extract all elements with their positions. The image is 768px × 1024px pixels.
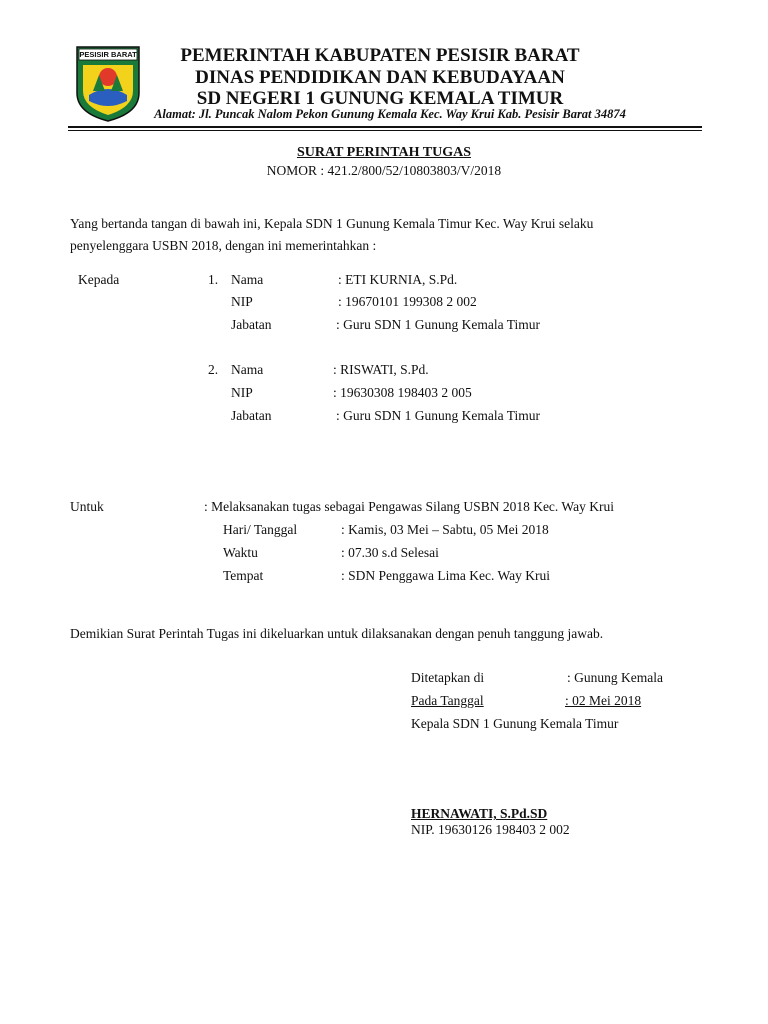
person-2-nip-label: NIP bbox=[231, 385, 253, 400]
document-number: NOMOR : 421.2/800/52/10803803/V/2018 bbox=[266, 163, 502, 178]
person-1-nama-value: : ETI KURNIA, S.Pd. bbox=[338, 272, 458, 287]
header-divider-thick bbox=[68, 126, 702, 128]
document-title: SURAT PERINTAH TUGAS bbox=[296, 145, 471, 160]
header-line-department: DINAS PENDIDIKAN DAN KEBUDAYAAN bbox=[195, 67, 565, 88]
person-1-jabatan-label: Jabatan bbox=[231, 317, 272, 332]
waktu-label: Waktu bbox=[223, 545, 258, 560]
header-address: Alamat: Jl. Puncak Nalom Pekon Gunung Kemala Kec. Way Krui Kab. Pesisir Barat 34874 bbox=[154, 107, 626, 121]
person-2-nama-value: : RISWATI, S.Pd. bbox=[333, 362, 429, 377]
tempat-value: : SDN Penggawa Lima Kec. Way Krui bbox=[341, 568, 550, 583]
waktu-value: : 07.30 s.d Selesai bbox=[341, 545, 439, 560]
logo-label: PESISIR BARAT bbox=[79, 50, 137, 59]
intro-line-1: Yang bertanda tangan di bawah ini, Kepala SDN 1 Gunung Kemala Timur Kec. Way Krui selaku bbox=[70, 216, 594, 231]
ditetapkan-label: Ditetapkan di bbox=[411, 670, 485, 685]
person-2-jabatan-value: : Guru SDN 1 Gunung Kemala Timur bbox=[336, 408, 541, 423]
tanggal-label: Pada Tanggal bbox=[411, 693, 484, 708]
person-2-number: 2. bbox=[208, 362, 219, 377]
person-1-jabatan-value: : Guru SDN 1 Gunung Kemala Timur bbox=[336, 317, 541, 332]
hari-tanggal-value: : Kamis, 03 Mei – Sabtu, 05 Mei 2018 bbox=[341, 522, 549, 537]
ditetapkan-value: : Gunung Kemala bbox=[567, 670, 663, 685]
signer-position: Kepala SDN 1 Gunung Kemala Timur bbox=[411, 716, 619, 731]
person-2-nip-value: : 19630308 198403 2 005 bbox=[333, 385, 472, 400]
kepada-label: Kepada bbox=[78, 272, 120, 287]
signer-nip: NIP. 19630126 198403 2 002 bbox=[411, 822, 570, 837]
header-line-school: SD NEGERI 1 GUNUNG KEMALA TIMUR bbox=[196, 88, 564, 109]
header-line-government: PEMERINTAH KABUPATEN PESISIR BARAT bbox=[180, 45, 580, 66]
person-1-nama-label: Nama bbox=[231, 272, 264, 287]
tempat-label: Tempat bbox=[223, 568, 264, 583]
intro-line-2: penyelenggara USBN 2018, dengan ini memerintahkan : bbox=[70, 238, 377, 253]
person-2-jabatan-label: Jabatan bbox=[231, 408, 272, 423]
person-1-nip-label: NIP bbox=[231, 294, 253, 309]
tanggal-value: : 02 Mei 2018 bbox=[565, 693, 642, 708]
person-2-nama-label: Nama bbox=[231, 362, 264, 377]
untuk-value: : Melaksanakan tugas sebagai Pengawas Silang USBN 2018 Kec. Way Krui bbox=[204, 499, 614, 514]
closing-statement: Demikian Surat Perintah Tugas ini dikeluarkan untuk dilaksanakan dengan penuh tanggung jawab. bbox=[70, 626, 604, 641]
header-divider-thin bbox=[68, 130, 702, 131]
untuk-label: Untuk bbox=[70, 499, 104, 514]
person-1-number: 1. bbox=[208, 272, 219, 287]
hari-tanggal-label: Hari/ Tanggal bbox=[223, 522, 298, 537]
signer-name: HERNAWATI, S.Pd.SD bbox=[411, 806, 548, 821]
person-1-nip-value: : 19670101 199308 2 002 bbox=[338, 294, 477, 309]
